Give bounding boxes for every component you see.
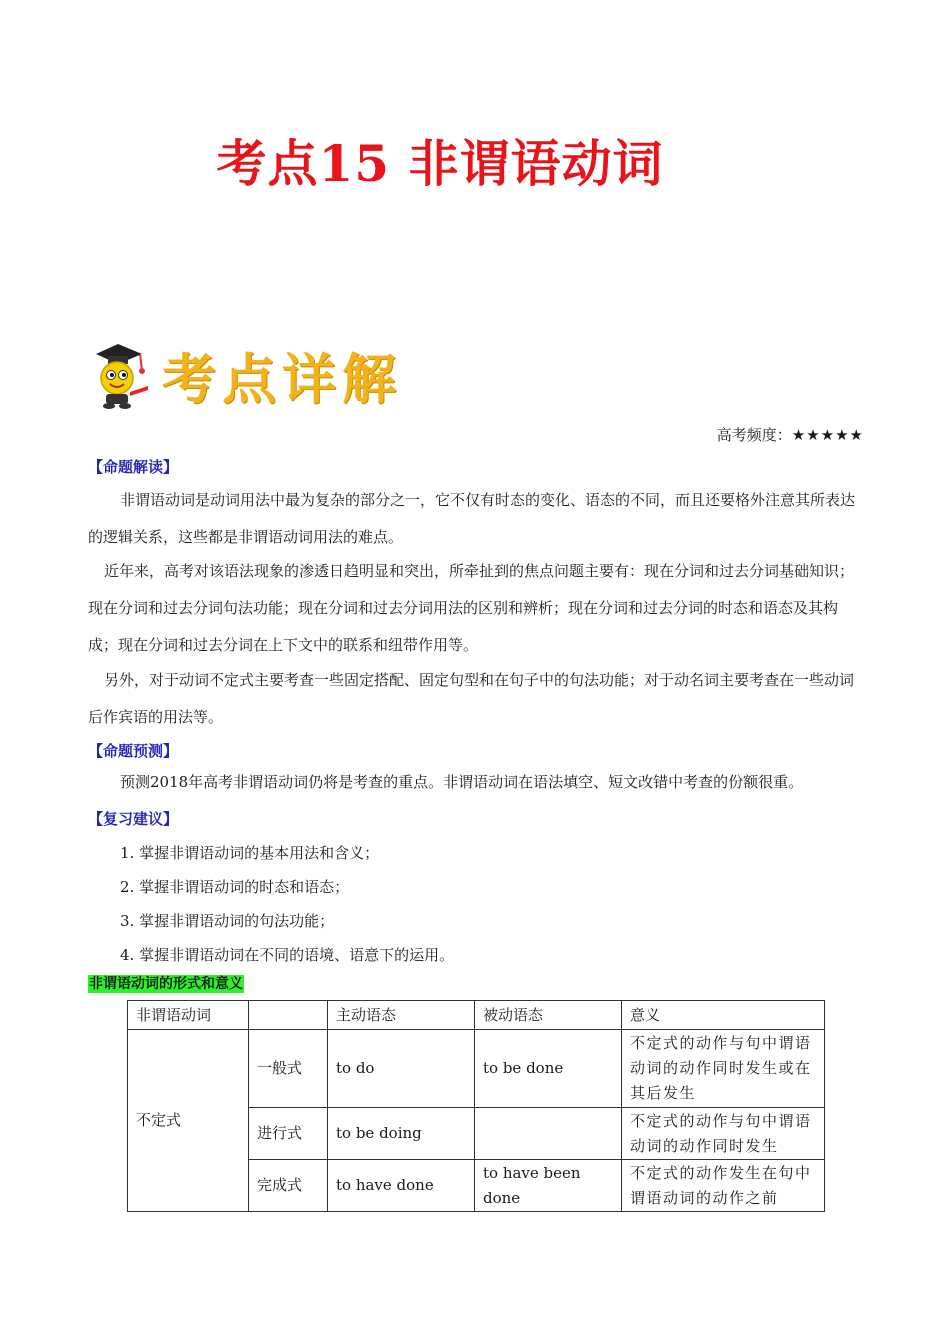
banner-text: 考点详解 — [162, 346, 402, 411]
header-cell — [249, 1001, 328, 1030]
group-cell: 不定式 — [128, 1030, 249, 1212]
active-cell: to do — [328, 1030, 475, 1108]
header-cell: 被动语态 — [475, 1001, 622, 1030]
graduate-mascot-icon — [90, 340, 152, 410]
review-item-3: 3. 掌握非谓语动词的句法功能； — [120, 912, 335, 930]
section-banner — [90, 335, 402, 415]
meaning-cell: 不定式的动作与句中谓语动词的动作同时发生 — [622, 1108, 825, 1160]
active-cell: to be doing — [328, 1108, 475, 1160]
passive-cell: to have been done — [475, 1160, 622, 1212]
form-cell: 完成式 — [249, 1160, 328, 1212]
table-row — [128, 1030, 825, 1108]
forms-table — [127, 1000, 825, 1212]
form-cell: 一般式 — [249, 1030, 328, 1108]
frequency-stars: ★★★★★ — [791, 426, 864, 444]
form-cell: 进行式 — [249, 1108, 328, 1160]
review-item-2: 2. 掌握非谓语动词的时态和语态； — [120, 878, 350, 896]
prediction-paragraph: 预测2018年高考非谓语动词仍将是考查的重点。非谓语动词在语法填空、短文改错中考查的份额很重。 — [120, 773, 804, 791]
interpretation-paragraph-2: 近年来，高考对该语法现象的渗透日趋明显和突出，所牵扯到的焦点问题主要有：现在分词和过去分词基础知识；现在分词和过去分词句法功能；现在分词和过去分词用法的区别和辨析；现在分词和过去分词的时态和语态及其构成；现在分词和过去分词在上下文中的联系和纽带作用等。 — [88, 562, 855, 654]
review-item-4: 4. 掌握非谓语动词在不同的语境、语意下的运用。 — [120, 946, 455, 964]
review-heading: 【复习建议】 — [88, 810, 179, 828]
prediction-heading: 【命题预测】 — [88, 742, 179, 760]
meaning-cell: 不定式的动作发生在句中谓语动词的动作之前 — [622, 1160, 825, 1212]
passive-cell: to be done — [475, 1030, 622, 1108]
interpretation-paragraph-3: 另外，对于动词不定式主要考查一些固定搭配、固定句型和在句子中的句法功能；对于动名词主要考查在一些动词后作宾语的用法等。 — [88, 671, 855, 726]
interpretation-paragraph-1: 非谓语动词是动词用法中最为复杂的部分之一，它不仅有时态的变化、语态的不同，而且还要格外注意其所表达的逻辑关系，这些都是非谓语动词用法的难点。 — [88, 491, 856, 546]
table-heading: 非谓语动词的形式和意义 — [89, 976, 243, 992]
frequency-rating — [717, 424, 864, 445]
table-header-row — [128, 1001, 825, 1030]
page-title: 考点15 非谓语动词 — [216, 134, 664, 193]
header-cell: 主动语态 — [328, 1001, 475, 1030]
header-cell: 非谓语动词 — [128, 1001, 249, 1030]
review-item-1: 1. 掌握非谓语动词的基本用法和含义； — [120, 844, 380, 862]
frequency-label: 高考频度： — [716, 426, 792, 444]
header-cell: 意义 — [622, 1001, 825, 1030]
meaning-cell: 不定式的动作与句中谓语动词的动作同时发生或在其后发生 — [622, 1030, 825, 1108]
active-cell: to have done — [328, 1160, 475, 1212]
interpretation-heading: 【命题解读】 — [88, 458, 179, 476]
passive-cell — [475, 1108, 622, 1160]
